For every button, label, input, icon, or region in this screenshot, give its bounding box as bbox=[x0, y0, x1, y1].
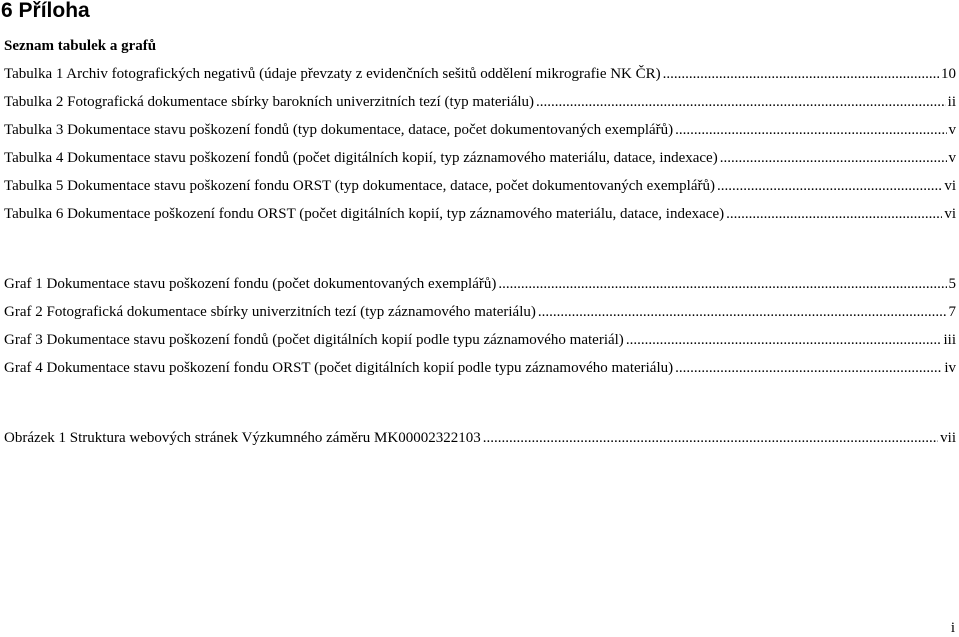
toc-entry-table-1[interactable] bbox=[4, 64, 956, 92]
toc-entry-text: Tabulka 3 Dokumentace stavu poškození fondů (typ dokumentace, datace, počet dokumentovaných exemplářů) bbox=[4, 122, 674, 138]
toc-entry-page: 5 bbox=[948, 276, 956, 292]
toc-entry-graph-1[interactable] bbox=[4, 274, 956, 302]
tables-list bbox=[4, 64, 956, 232]
section-title: Seznam tabulek a grafů bbox=[4, 38, 157, 54]
dot-leader bbox=[498, 274, 946, 294]
dot-leader bbox=[720, 148, 947, 168]
toc-entry-graph-4[interactable] bbox=[4, 358, 956, 386]
dot-leader bbox=[536, 92, 946, 112]
toc-entry-page: iii bbox=[943, 332, 956, 348]
toc-entry-table-4[interactable] bbox=[4, 148, 956, 176]
dot-leader bbox=[726, 204, 942, 224]
dot-leader bbox=[538, 302, 947, 322]
graphs-list bbox=[4, 274, 956, 386]
toc-entry-text: Tabulka 4 Dokumentace stavu poškození fondů (počet digitálních kopií, typ záznamového materiálu, datace, indexace) bbox=[4, 150, 718, 166]
dot-leader bbox=[663, 64, 939, 84]
dot-leader bbox=[675, 120, 946, 140]
toc-entry-text: Tabulka 6 Dokumentace poškození fondu ORST (počet digitálních kopií, typ záznamového materiálu, datace, indexace) bbox=[4, 206, 725, 222]
toc-entry-text: Obrázek 1 Struktura webových stránek Výzkumného záměru MK00002322103 bbox=[4, 430, 481, 446]
toc-entry-page: v bbox=[948, 122, 956, 138]
dot-leader bbox=[675, 358, 942, 378]
page-number: i bbox=[950, 620, 955, 636]
toc-entry-page: v bbox=[948, 150, 956, 166]
toc-entry-table-3[interactable] bbox=[4, 120, 956, 148]
toc-entry-table-2[interactable] bbox=[4, 92, 956, 120]
toc-entry-text: Tabulka 5 Dokumentace stavu poškození fondu ORST (typ dokumentace, datace, počet dokumentovaných exemplářů) bbox=[4, 178, 715, 194]
dot-leader bbox=[483, 428, 938, 448]
toc-entry-page: ii bbox=[947, 94, 956, 110]
toc-entry-page: vi bbox=[944, 178, 956, 194]
toc-entry-page: vii bbox=[940, 430, 956, 446]
toc-entry-table-5[interactable] bbox=[4, 176, 956, 204]
toc-entry-text: Graf 3 Dokumentace stavu poškození fondů (počet digitálních kopií podle typu záznamového materiál) bbox=[4, 332, 624, 348]
toc-entry-page: 7 bbox=[948, 304, 956, 320]
toc-entry-page: iv bbox=[944, 360, 956, 376]
toc-entry-graph-3[interactable] bbox=[4, 330, 956, 358]
chapter-title: 6 Příloha bbox=[1, 0, 90, 22]
dot-leader bbox=[717, 176, 942, 196]
toc-entry-text: Graf 2 Fotografická dokumentace sbírky univerzitních tezí (typ záznamového materiálu) bbox=[4, 304, 536, 320]
toc-entry-text: Graf 4 Dokumentace stavu poškození fondu ORST (počet digitálních kopií podle typu záznamového materiálu) bbox=[4, 360, 674, 376]
toc-entry-text: Tabulka 2 Fotografická dokumentace sbírky barokních univerzitních tezí (typ materiálu) bbox=[4, 94, 535, 110]
toc-entry-figure-1[interactable] bbox=[4, 428, 956, 456]
toc-entry-page: 10 bbox=[941, 66, 956, 82]
dot-leader bbox=[626, 330, 942, 350]
toc-entry-page: vi bbox=[944, 206, 956, 222]
toc-entry-text: Tabulka 1 Archiv fotografických negativů (údaje převzaty z evidenčních sešitů oddělení mikrografie NK ČR) bbox=[4, 66, 661, 82]
toc-entry-table-6[interactable] bbox=[4, 204, 956, 232]
toc-entry-text: Graf 1 Dokumentace stavu poškození fondu (počet dokumentovaných exemplářů) bbox=[4, 276, 497, 292]
figures-list bbox=[4, 428, 956, 456]
toc-entry-graph-2[interactable] bbox=[4, 302, 956, 330]
